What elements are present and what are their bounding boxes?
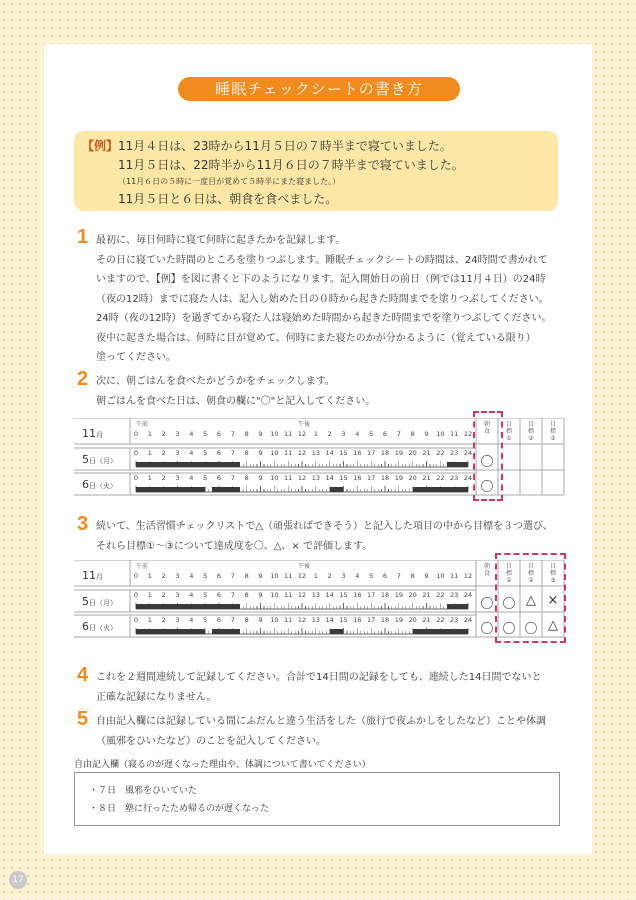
hour-row-label: 14 — [325, 474, 334, 482]
breakfast-header: 朝食 — [483, 421, 490, 435]
hour-row-label: 23 — [450, 616, 459, 624]
hour-row-label: 0 — [133, 449, 139, 457]
hour-row-label: 12 — [297, 474, 307, 482]
hour-row-label: 16 — [353, 591, 362, 599]
hour-row-label: 3 — [175, 616, 180, 624]
hour-tick-label: 7 — [230, 430, 235, 438]
example-box — [74, 131, 558, 211]
sleep-bar — [413, 487, 468, 492]
hour-tick-label: 1 — [313, 572, 318, 580]
hour-tick-label: 9 — [424, 430, 429, 438]
hour-row-label: 3 — [175, 449, 180, 457]
breakfast-mark: 〇 — [480, 480, 494, 495]
goal-mark: △ — [526, 593, 536, 608]
hour-tick-label: 5 — [203, 572, 208, 580]
example-line-4: 11月５日と６日は、朝食を食べました。 — [118, 192, 338, 206]
step-number-1: 1 — [77, 226, 89, 248]
hour-tick-label: 4 — [355, 430, 360, 438]
hour-row-label: 20 — [408, 616, 417, 624]
hour-tick-label: 3 — [341, 430, 346, 438]
pm-label: 午後 — [298, 421, 311, 428]
hour-row-label: 4 — [189, 591, 194, 599]
goal-mark: 〇 — [502, 597, 516, 612]
hour-tick-label: 7 — [396, 572, 401, 580]
hour-row-label: 21 — [422, 591, 431, 599]
hour-row-label: 22 — [436, 474, 445, 482]
hour-row-label: 24 — [463, 449, 473, 457]
hour-row-label: 14 — [325, 591, 334, 599]
hour-row-label: 13 — [311, 591, 320, 599]
hour-tick-label: 10 — [270, 430, 279, 438]
hour-row-label: 11 — [284, 449, 293, 457]
step-3-text: 続いて、生活習慣チェックリストで△（頑張ればできそう）と記入した項目の中から目標を３つ選び、 それら目標①～③について達成度を〇、△、× で評価します。 — [96, 521, 553, 552]
hour-tick-label: 10 — [436, 430, 445, 438]
breakfast-header: 朝食 — [483, 563, 490, 577]
hour-tick-label: 8 — [244, 572, 249, 580]
hour-row-label: 15 — [339, 474, 348, 482]
hour-row-label: 16 — [353, 616, 362, 624]
memo-label: 自由記入欄（寝るのが遅くなった理由や、体調について書いてください） — [74, 760, 371, 770]
sleep-bar — [136, 487, 205, 492]
hour-row-label: 7 — [230, 591, 235, 599]
day-label: 5日（月） — [82, 453, 117, 466]
step-4-text: これを２週間連続して記録してください。合計で14日間の記録をしても、連続した14日間でないと 正確な記録になりません。 — [96, 672, 542, 703]
hour-row-label: 2 — [161, 591, 166, 599]
hour-tick-label: 6 — [216, 572, 222, 580]
hour-tick-label: 1 — [313, 430, 318, 438]
hour-row-label: 11 — [284, 474, 293, 482]
hour-row-label: 10 — [270, 449, 279, 457]
hour-tick-label: 7 — [230, 572, 235, 580]
hour-tick-label: 5 — [369, 430, 374, 438]
month-label: 11月 — [82, 427, 103, 440]
hour-tick-label: 11 — [284, 572, 293, 580]
hour-tick-label: 12 — [463, 430, 473, 438]
hour-row-label: 6 — [216, 591, 222, 599]
hour-row-label: 23 — [450, 449, 459, 457]
page-title: 睡眠チェックシートの書き方 — [178, 77, 460, 101]
hour-row-label: 12 — [297, 616, 307, 624]
memo-line-2: ・８日 塾に行ったため帰るのが遅くなった — [89, 804, 270, 814]
hour-row-label: 1 — [147, 616, 152, 624]
hour-row-label: 19 — [394, 616, 403, 624]
breakfast-mark: 〇 — [480, 455, 494, 470]
hour-row-label: 4 — [189, 474, 194, 482]
hour-tick-label: 11 — [450, 572, 459, 580]
goal-header: 目標① — [505, 563, 512, 584]
sleep-bar — [447, 462, 468, 467]
hour-row-label: 13 — [311, 474, 320, 482]
hour-row-label: 23 — [450, 474, 459, 482]
goal-mark: × — [547, 593, 559, 608]
am-label: 午前 — [136, 421, 149, 428]
sleep-bar — [136, 604, 240, 609]
hour-tick-label: 8 — [410, 430, 415, 438]
sleep-bar — [413, 629, 468, 634]
hour-tick-label: 3 — [341, 572, 346, 580]
hour-row-label: 13 — [311, 616, 320, 624]
hour-tick-label: 8 — [244, 430, 249, 438]
hour-row-label: 4 — [189, 449, 194, 457]
hour-row-label: 15 — [339, 616, 348, 624]
hour-row-label: 18 — [380, 591, 390, 599]
hour-row-label: 2 — [161, 474, 166, 482]
hour-row-label: 9 — [258, 449, 263, 457]
hour-tick-label: 4 — [189, 572, 194, 580]
sleep-bar — [136, 629, 205, 634]
hour-row-label: 21 — [422, 449, 431, 457]
goal-header: 目標② — [527, 563, 534, 584]
hour-row-label: 5 — [203, 616, 208, 624]
goal-header: 目標② — [527, 421, 534, 442]
hour-row-label: 9 — [258, 616, 263, 624]
hour-row-label: 3 — [175, 474, 180, 482]
hour-row-label: 5 — [203, 474, 208, 482]
sleep-bar — [212, 629, 240, 634]
hour-row-label: 0 — [133, 591, 139, 599]
hour-row-label: 16 — [353, 474, 362, 482]
sleep-bar — [212, 487, 240, 492]
hour-tick-label: 10 — [436, 572, 445, 580]
sleep-bar — [330, 487, 344, 492]
hour-row-label: 8 — [244, 449, 249, 457]
hour-tick-label: 2 — [161, 430, 166, 438]
hour-row-label: 5 — [203, 449, 208, 457]
goal-header: 目標③ — [549, 563, 556, 584]
hour-row-label: 6 — [216, 474, 222, 482]
hour-row-label: 13 — [311, 449, 320, 457]
hour-row-label: 17 — [367, 616, 376, 624]
breakfast-mark: 〇 — [480, 597, 494, 612]
hour-row-label: 22 — [436, 449, 445, 457]
sleep-bar — [136, 462, 240, 467]
hour-tick-label: 11 — [284, 430, 293, 438]
hour-row-label: 10 — [270, 591, 279, 599]
hour-row-label: 20 — [408, 474, 417, 482]
day-label: 6日（火） — [82, 478, 117, 491]
breakfast-highlight — [473, 411, 503, 501]
hour-row-label: 15 — [339, 591, 348, 599]
step-number-4: 4 — [77, 664, 89, 686]
hour-row-label: 18 — [380, 616, 390, 624]
hour-row-label: 21 — [422, 474, 431, 482]
goal-mark: 〇 — [524, 622, 538, 637]
step-2-text: 次に、朝ごはんを食べたかどうかをチェックします。 朝ごはんを食べた日は、朝食の欄に"〇"と記入してください。 — [96, 376, 376, 407]
hour-tick-label: 1 — [147, 572, 152, 580]
hour-row-label: 8 — [244, 616, 249, 624]
hour-tick-label: 12 — [463, 572, 473, 580]
hour-tick-label: 6 — [382, 430, 388, 438]
hour-row-label: 19 — [394, 591, 403, 599]
sleep-bar — [330, 629, 344, 634]
hour-tick-label: 9 — [258, 572, 263, 580]
breakfast-mark: 〇 — [480, 622, 494, 637]
hour-row-label: 12 — [297, 449, 307, 457]
hour-row-label: 7 — [230, 449, 235, 457]
step-number-5: 5 — [77, 708, 89, 730]
hour-tick-label: 7 — [396, 430, 401, 438]
hour-tick-label: 0 — [133, 430, 139, 438]
hour-row-label: 17 — [367, 591, 376, 599]
hour-tick-label: 2 — [161, 572, 166, 580]
example-tag: 【例】 — [82, 139, 119, 153]
hour-row-label: 11 — [284, 616, 293, 624]
hour-tick-label: 3 — [175, 430, 180, 438]
goals-highlight — [495, 553, 566, 643]
example-line-2: 11月５日は、22時半から11月６日の７時半まで寝ていました。 — [118, 158, 464, 172]
hour-tick-label: 11 — [450, 430, 459, 438]
hour-row-label: 6 — [216, 449, 222, 457]
hour-row-label: 2 — [161, 449, 166, 457]
hour-row-label: 14 — [325, 616, 334, 624]
hour-tick-label: 6 — [216, 430, 222, 438]
hour-row-label: 6 — [216, 616, 222, 624]
sleep-bar — [447, 604, 468, 609]
hour-tick-label: 4 — [355, 572, 360, 580]
hour-tick-label: 12 — [297, 572, 307, 580]
hour-row-label: 2 — [161, 616, 166, 624]
hour-row-label: 1 — [147, 591, 152, 599]
hour-row-label: 8 — [244, 591, 249, 599]
hour-row-label: 24 — [463, 616, 473, 624]
hour-row-label: 0 — [133, 616, 139, 624]
hour-row-label: 10 — [270, 616, 279, 624]
day-label: 5日（月） — [82, 595, 117, 608]
month-label: 11月 — [82, 569, 103, 582]
hour-row-label: 0 — [133, 474, 139, 482]
hour-row-label: 1 — [147, 449, 152, 457]
hour-tick-label: 5 — [369, 572, 374, 580]
hour-row-label: 3 — [175, 591, 180, 599]
hour-row-label: 24 — [463, 474, 473, 482]
hour-row-label: 23 — [450, 591, 459, 599]
example-line-1: 【例】11月４日は、23時から11月５日の７時半まで寝ていました。 — [82, 139, 452, 153]
hour-tick-label: 0 — [133, 572, 139, 580]
hour-row-label: 9 — [258, 591, 263, 599]
day-label: 6日（火） — [82, 620, 117, 633]
hour-row-label: 10 — [270, 474, 279, 482]
step-1-text: 最初に、毎日何時に寝て何時に起きたかを記録します。 その日に寝ていた時間のところを塗りつぶします。睡眠チェックシートの時間は、24時間で書かれて いますので、【例】を図に書くと下のようになります。記入開始日の前日（例では11月４日）の24時 （夜の12時）までに寝た人は、記入し始めた日の０時から起きた時間までを塗りつぶしてください。 24時（夜の12時）を過ぎてから寝た人は寝始めた時間から起きた時間までを塗りつぶしてください。 夜中に起きた場合は、何時に目が覚めて、何時にまた寝たのかが分かるように（覚えている限り） 塗ってください。 — [96, 235, 552, 363]
step-number-2: 2 — [77, 368, 89, 390]
hour-tick-label: 2 — [327, 430, 332, 438]
pm-label: 午後 — [298, 563, 311, 570]
hour-row-label: 19 — [394, 474, 403, 482]
hour-row-label: 14 — [325, 449, 334, 457]
goal-mark: 〇 — [502, 622, 516, 637]
hour-tick-label: 12 — [297, 430, 307, 438]
hour-row-label: 18 — [380, 449, 390, 457]
hour-row-label: 18 — [380, 474, 390, 482]
hour-tick-label: 4 — [189, 430, 194, 438]
hour-tick-label: 8 — [410, 572, 415, 580]
example-line-3: （11月６日の５時に一度目が覚めて５時半にまた寝ました。） — [118, 177, 341, 186]
page-number: 17 — [9, 871, 27, 889]
hour-row-label: 24 — [463, 591, 473, 599]
hour-tick-label: 2 — [327, 572, 332, 580]
hour-row-label: 15 — [339, 449, 348, 457]
hour-row-label: 4 — [189, 616, 194, 624]
sleep-chart-goals — [74, 560, 566, 640]
hour-tick-label: 10 — [270, 572, 279, 580]
hour-tick-label: 9 — [258, 430, 263, 438]
hour-tick-label: 6 — [382, 572, 388, 580]
hour-row-label: 19 — [394, 449, 403, 457]
hour-row-label: 7 — [230, 616, 235, 624]
goal-header: 目標① — [505, 421, 512, 442]
goal-header: 目標③ — [549, 421, 556, 442]
goal-mark: △ — [548, 618, 558, 633]
hour-row-label: 22 — [436, 591, 445, 599]
hour-tick-label: 3 — [175, 572, 180, 580]
hour-row-label: 7 — [230, 474, 235, 482]
hour-row-label: 5 — [203, 591, 208, 599]
hour-row-label: 17 — [367, 474, 376, 482]
hour-row-label: 12 — [297, 591, 307, 599]
hour-tick-label: 9 — [424, 572, 429, 580]
hour-row-label: 1 — [147, 474, 152, 482]
hour-row-label: 16 — [353, 449, 362, 457]
hour-row-label: 9 — [258, 474, 263, 482]
hour-row-label: 8 — [244, 474, 249, 482]
hour-row-label: 20 — [408, 591, 417, 599]
hour-row-label: 17 — [367, 449, 376, 457]
am-label: 午前 — [136, 563, 149, 570]
hour-row-label: 20 — [408, 449, 417, 457]
step-number-3: 3 — [77, 513, 89, 535]
memo-line-1: ・７日 風邪をひいていた — [89, 786, 198, 796]
memo-box[interactable] — [74, 772, 560, 826]
hour-tick-label: 5 — [203, 430, 208, 438]
step-5-text: 自由記入欄には記録している間にふだんと違う生活をした（旅行で夜ふかしをしたなど）ことや体調 （風邪をひいたなど）のことを記入してください。 — [96, 716, 546, 747]
hour-row-label: 22 — [436, 616, 445, 624]
hour-row-label: 11 — [284, 591, 293, 599]
hour-row-label: 21 — [422, 616, 431, 624]
hour-tick-label: 1 — [147, 430, 152, 438]
